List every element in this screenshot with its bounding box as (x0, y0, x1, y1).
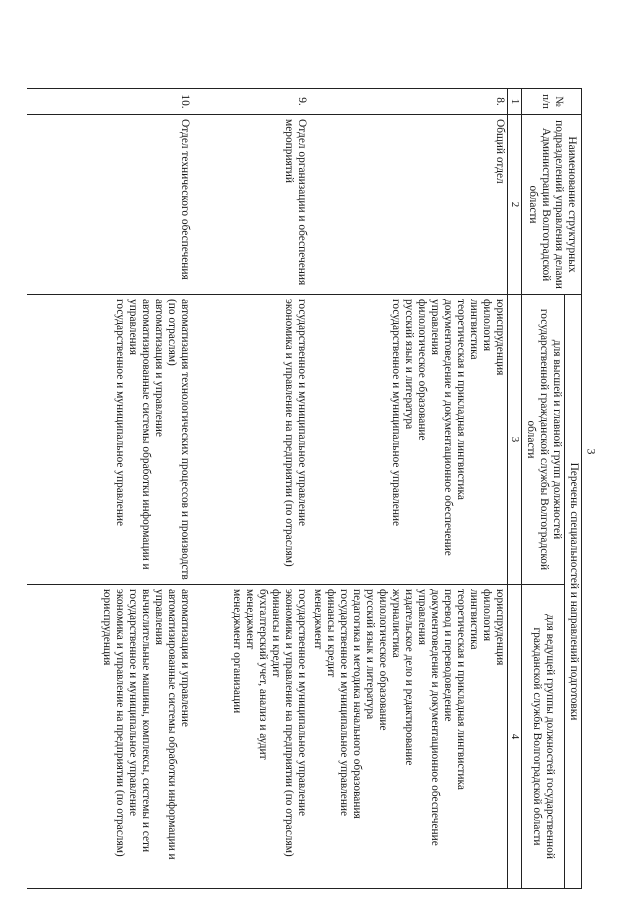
specialty-item: государственное и муниципальное управление (390, 299, 403, 527)
column-number: 2 (508, 115, 522, 295)
table-header-row (565, 89, 582, 889)
specialty-item: автоматизация и управление (179, 589, 192, 727)
specialty-item: филологическое образование (377, 589, 390, 731)
rotated-document (102, 88, 582, 888)
specialties-table (27, 88, 582, 889)
specialty-item: филологическое образование (416, 299, 429, 441)
specialty-item: журналистика (390, 589, 403, 658)
specialty-item: государственное и муниципальное управление (296, 299, 309, 527)
specialty-item: менеджмент организации (231, 589, 244, 714)
specialty-item: русский язык и литература (403, 299, 416, 430)
specialty-item: теоретическая и прикладная лингвистика (455, 589, 468, 790)
table-row (309, 89, 508, 889)
column-number: 3 (508, 295, 522, 585)
department-name: Отдел технического обеспечения (27, 115, 192, 295)
specialty-item: документоведение и документационное обеспечение управления (429, 299, 455, 556)
specialty-item: экономика и управление на предприятии (по отраслям) (114, 589, 127, 857)
specialty-item: бухгалтерский учет, анализ и аудит (257, 589, 270, 760)
specialty-item: автоматизация и управление (153, 299, 166, 437)
department-name: Отдел организации и обеспечения мероприятий (192, 115, 309, 295)
row-number: 9. (192, 89, 309, 115)
high-group-specialties (192, 295, 309, 585)
high-group-specialties (27, 295, 192, 585)
specialty-item: финансы и кредит (270, 589, 283, 678)
header-high-group: для высшей и главной групп должностей государственной гражданской службы Волгоградской области (522, 295, 565, 585)
specialty-item: филология (481, 299, 494, 352)
department-name: Общий отдел (309, 115, 508, 295)
specialty-item: юриспруденция (494, 589, 507, 666)
specialty-item: автоматизация технологических процессов и производств (по отраслям) (166, 299, 192, 580)
high-group-specialties (309, 295, 508, 585)
specialty-item: педагогика и методика начального образования (351, 589, 364, 819)
page-number: 3 (584, 448, 599, 455)
header-num: № п/п (522, 89, 582, 115)
specialty-item: вычислительные машины, комплексы, системы и сети (140, 589, 153, 853)
column-number: 1 (508, 89, 522, 115)
specialty-item: документоведение и документационное обеспечение управления (416, 589, 442, 846)
column-numbers-row (508, 89, 522, 889)
specialty-item: государственное и муниципальное управление (114, 299, 127, 527)
lead-group-specialties (192, 585, 309, 889)
specialty-item: государственное и муниципальное управление (296, 589, 309, 817)
table-row (27, 89, 192, 889)
specialty-item: менеджмент (244, 589, 257, 650)
header-lead-group: для ведущей группы должностей государственной гражданской службы Волгоградской области (522, 585, 565, 889)
lead-group-specialties (27, 585, 192, 889)
specialty-item: юриспруденция (101, 589, 114, 666)
header-name: Наименование структурных подразделений управления делами Администрации Волгоградской области (522, 115, 582, 295)
specialty-item: автоматизированные системы обработки информации и управления (127, 299, 153, 570)
specialty-item: перевод и переводоведение (442, 589, 455, 722)
row-number: 10. (27, 89, 192, 115)
specialty-item: автоматизированные системы обработки информации и управления (153, 589, 179, 860)
specialty-item: лингвистика (468, 589, 481, 650)
specialty-item: государственное и муниципальное управление (127, 589, 140, 817)
specialty-item: менеджмент (312, 589, 325, 650)
specialty-item: финансы и кредит (325, 589, 338, 678)
specialty-item: филология (481, 589, 494, 642)
specialty-item: юриспруденция (494, 299, 507, 376)
header-group-title: Перечень специальностей и направлений подготовки (565, 295, 582, 889)
specialty-item: лингвистика (468, 299, 481, 360)
specialty-item: экономика и управление на предприятии (по отраслям) (283, 299, 296, 567)
lead-group-specialties (309, 585, 508, 889)
specialty-item: издательское дело и редактирование (403, 589, 416, 766)
column-number: 4 (508, 585, 522, 889)
table-row (192, 89, 309, 889)
row-number: 8. (309, 89, 508, 115)
specialty-item: экономика и управление на предприятии (по отраслям) (283, 589, 296, 857)
specialty-item: государственное и муниципальное управление (338, 589, 351, 817)
specialty-item: русский язык и литература (364, 589, 377, 720)
specialty-item: теоретическая и прикладная лингвистика (455, 299, 468, 500)
